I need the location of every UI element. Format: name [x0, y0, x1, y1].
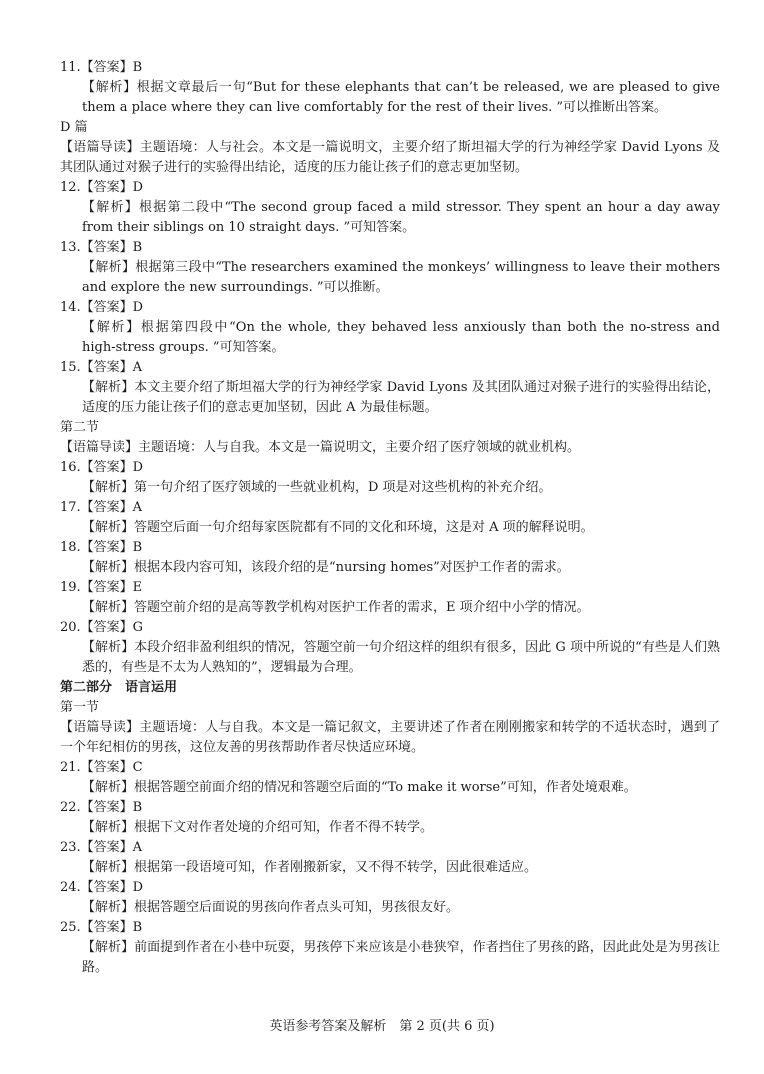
explanation-17: 【解析】答题空后面一句介绍每家医院都有不同的文化和环境，这是对 A 项的解释说明。	[82, 520, 594, 535]
passage-intro-d: 【语篇导读】主题语境：人与社会。本文是一篇说明文，主要介绍了斯坦福大学的行为神经学家 David Lyons 及其团队通过对猴子进行的实验得出结论，适度的压力能让孩子们的意志更加坚韧。	[60, 140, 720, 175]
explanation-12: 【解析】根据第二段中“The second group faced a mild stressor. They spent an hour a day away from their siblings on 10 straight days. ”可知答案。	[82, 200, 720, 235]
passage-intro-section2: 【语篇导读】主题语境：人与自我。本文是一篇说明文，主要介绍了医疗领域的就业机构。	[60, 440, 581, 455]
answer-sheet-content	[60, 58, 720, 978]
explanation-21: 【解析】根据答题空前面介绍的情况和答题空后面的“To make it worse”可知，作者处境艰难。	[82, 780, 637, 795]
passage-intro-language-use: 【语篇导读】主题语境：人与自我。本文是一篇记叙文，主要讲述了作者在刚刚搬家和转学的不适状态时，遇到了一个年纪相仿的男孩，这位友善的男孩帮助作者尽快适应环境。	[60, 720, 720, 755]
section-heading-part-two-first: 第一节	[60, 700, 100, 715]
explanation-20: 【解析】本段介绍非盈利组织的情况，答题空前一句介绍这样的组织有很多，因此 G 项中所说的“有些是人们熟悉的，有些是不太为人熟知的”，逻辑最为合理。	[82, 640, 720, 675]
section-heading-d: D 篇	[60, 120, 88, 135]
explanation-15: 【解析】本文主要介绍了斯坦福大学的行为神经学家 David Lyons 及其团队通过对猴子进行的实验得出结论，适度的压力能让孩子们的意志更加坚韧，因此 A 为最佳标题。	[82, 380, 720, 415]
explanation-23: 【解析】根据第一段语境可知，作者刚搬新家，又不得不转学，因此很难适应。	[82, 860, 538, 875]
explanation-18: 【解析】根据本段内容可知，该段介绍的是“nursing homes”对医护工作者的需求。	[82, 560, 570, 575]
answer-23: 23.【答案】A	[60, 840, 143, 855]
explanation-25: 【解析】前面提到作者在小巷中玩耍，男孩停下来应该是小巷狭窄，作者挡住了男孩的路，因此此处是为男孩让路。	[82, 940, 720, 975]
answer-21: 21.【答案】C	[60, 760, 143, 775]
answer-16: 16.【答案】D	[60, 460, 144, 475]
explanation-16: 【解析】第一句介绍了医疗领域的一些就业机构，D 项是对这些机构的补充介绍。	[82, 480, 552, 495]
answer-19: 19.【答案】E	[60, 580, 143, 595]
answer-18: 18.【答案】B	[60, 540, 143, 555]
answer-25: 25.【答案】B	[60, 920, 143, 935]
explanation-14: 【解析】根据第四段中“On the whole, they behaved less anxiously than both the no-stress and high-stress groups. ”可知答案。	[82, 320, 720, 355]
explanation-13: 【解析】根据第三段中“The researchers examined the monkeys’ willingness to leave their mothers and explore the new surroundings. ”可以推断。	[82, 260, 720, 295]
answer-20: 20.【答案】G	[60, 620, 144, 635]
explanation-11: 【解析】根据文章最后一句“But for these elephants that can’t be released, we are pleased to give them a place where they can live comfortably for the rest of their lives. ”可以推断出答案。	[82, 80, 720, 115]
answer-17: 17.【答案】A	[60, 500, 143, 515]
part-heading-language-use: 第二部分 语言运用	[60, 680, 178, 695]
answer-11: 11.【答案】B	[60, 60, 143, 75]
page-footer: 英语参考答案及解析 第 2 页(共 6 页)	[269, 1019, 495, 1034]
explanation-24: 【解析】根据答题空后面说的男孩向作者点头可知，男孩很友好。	[82, 900, 460, 915]
answer-12: 12.【答案】D	[60, 180, 144, 195]
answer-22: 22.【答案】B	[60, 800, 143, 815]
explanation-19: 【解析】答题空前介绍的是高等教学机构对医护工作者的需求，E 项介绍中小学的情况。	[82, 600, 590, 615]
answer-13: 13.【答案】B	[60, 240, 143, 255]
explanation-22: 【解析】根据下文对作者处境的介绍可知，作者不得不转学。	[82, 820, 434, 835]
answer-15: 15.【答案】A	[60, 360, 143, 375]
section-heading-part2: 第二节	[60, 420, 100, 435]
answer-24: 24.【答案】D	[60, 880, 144, 895]
answer-14: 14.【答案】D	[60, 300, 144, 315]
